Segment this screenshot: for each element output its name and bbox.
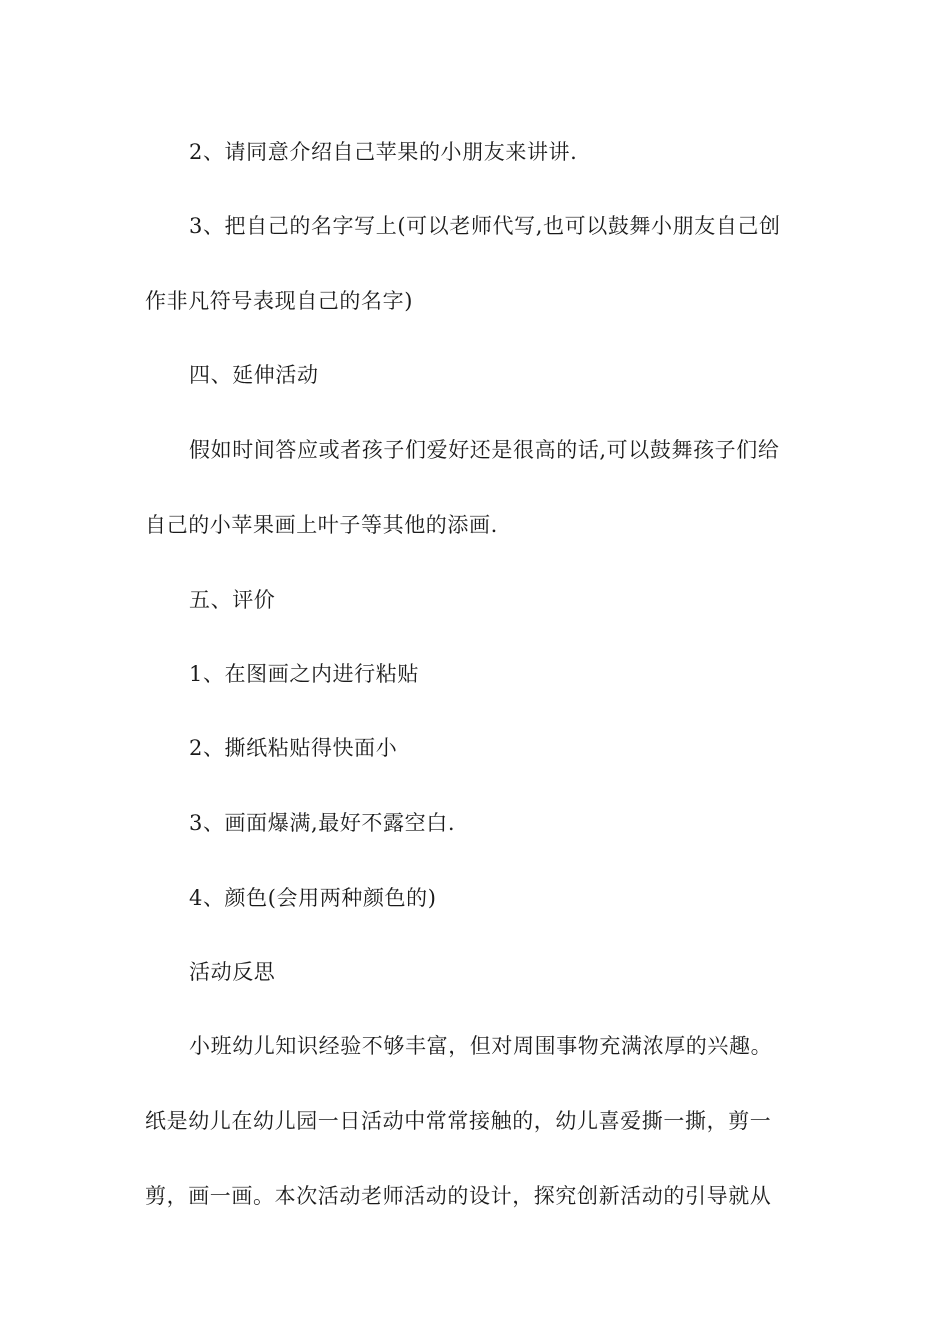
- section-heading: 五、评价: [189, 588, 276, 612]
- text-line: 假如时间答应或者孩子们爱好还是很高的话,可以鼓舞孩子们给: [189, 438, 780, 462]
- text-line: 剪，画一画。本次活动老师活动的设计，探究创新活动的引导就从: [145, 1184, 772, 1208]
- text-line: 3、把自己的名字写上(可以老师代写,也可以鼓舞小朋友自己创: [189, 214, 781, 238]
- section-heading: 活动反思: [189, 960, 276, 984]
- list-item: 2、撕纸粘贴得快面小: [189, 736, 398, 760]
- text-line: 2、请同意介绍自己苹果的小朋友来讲讲.: [189, 140, 578, 164]
- list-item: 4、颜色(会用两种颜色的): [189, 886, 437, 910]
- text-line: 纸是幼儿在幼儿园一日活动中常常接触的，幼儿喜爱撕一撕，剪一: [145, 1109, 772, 1133]
- text-line: 自己的小苹果画上叶子等其他的添画.: [145, 513, 498, 537]
- text-line: 作非凡符号表现自己的名字): [145, 289, 413, 313]
- section-heading: 四、延伸活动: [189, 363, 319, 387]
- list-item: 3、画面爆满,最好不露空白.: [189, 811, 456, 835]
- list-item: 1、在图画之内进行粘贴: [189, 662, 419, 686]
- text-line: 小班幼儿知识经验不够丰富，但对周围事物充满浓厚的兴趣。: [189, 1034, 773, 1058]
